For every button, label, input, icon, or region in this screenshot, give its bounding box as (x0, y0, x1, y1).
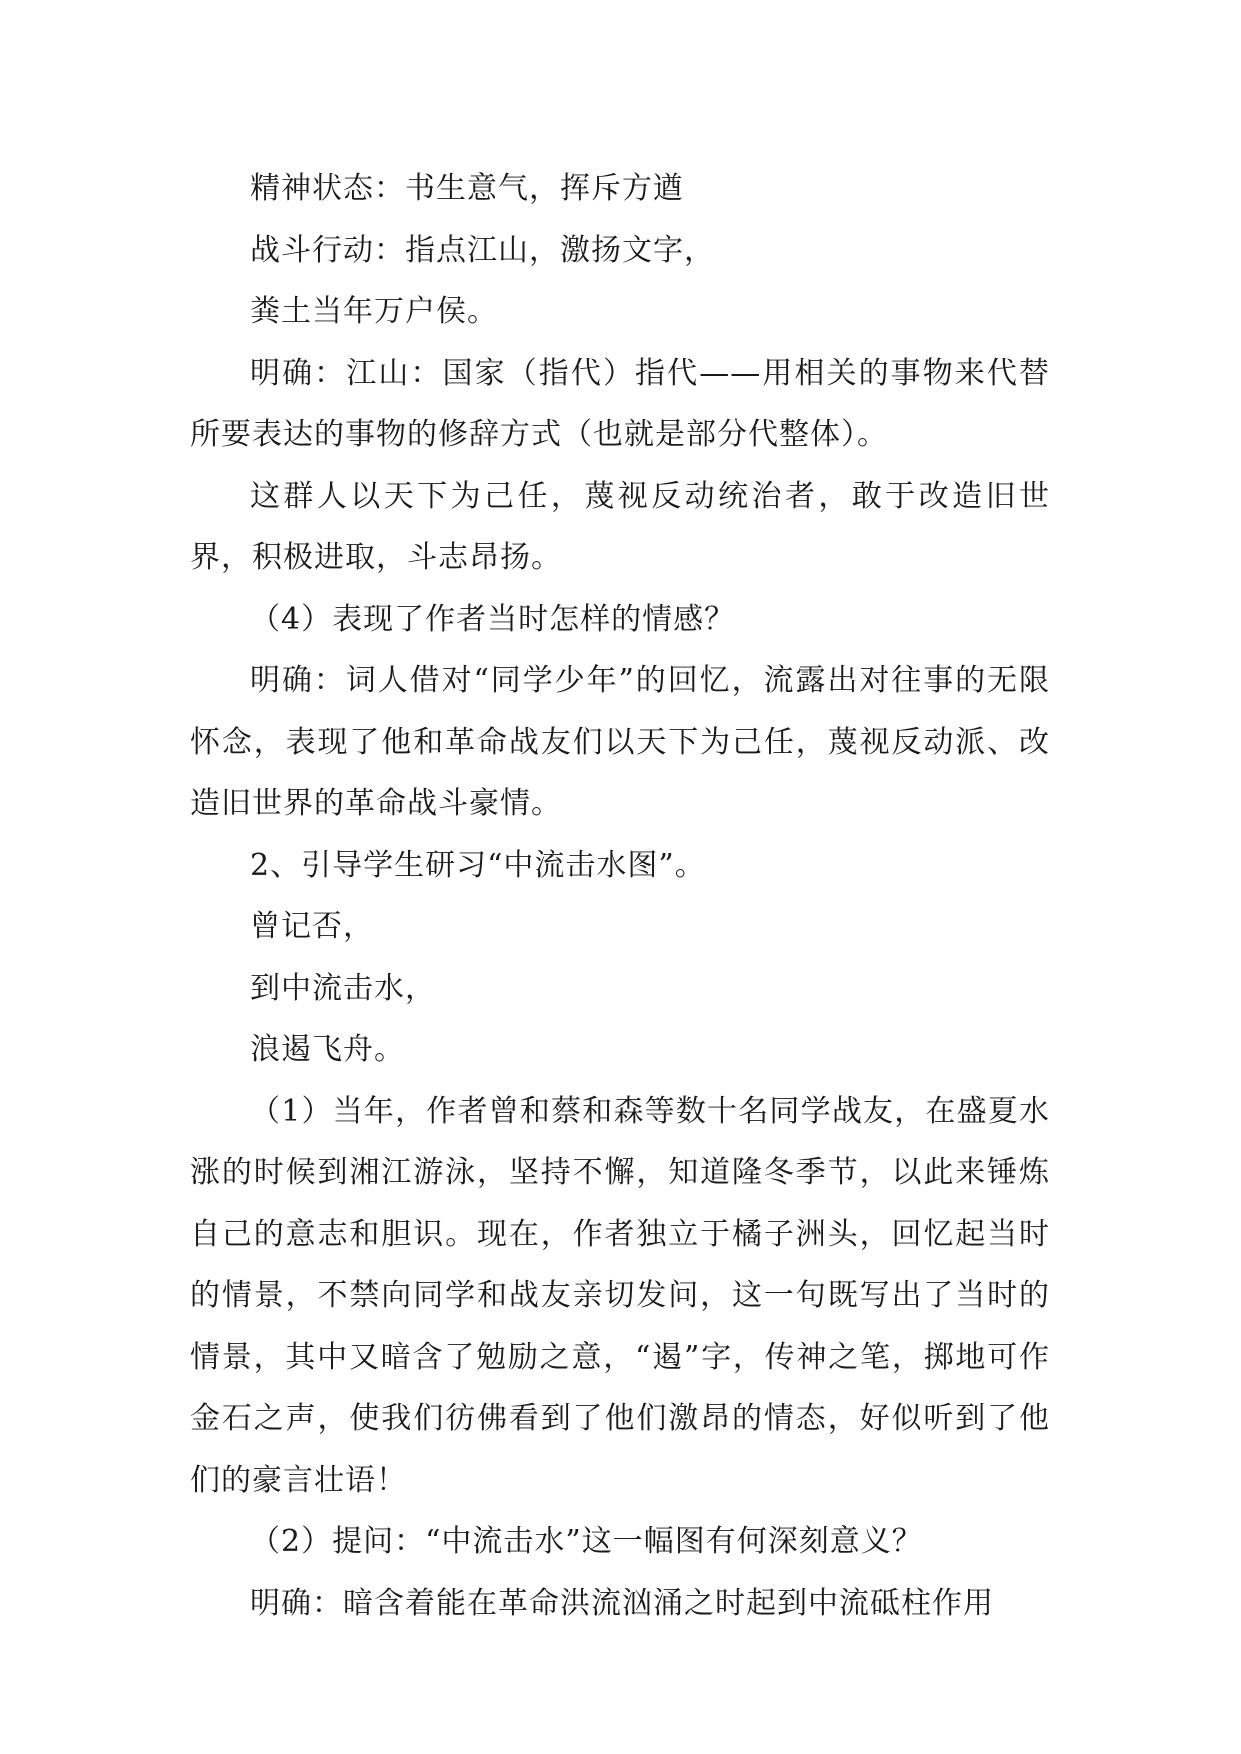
paragraph-explanation-emotion: 明确：词人借对“同学少年”的回忆，流露出对往事的无限怀念，表现了他和革命战友们以天下为己任，蔑视反动派、改造旧世界的革命战斗豪情。 (190, 663, 1050, 821)
paragraph-point-1: （1）当年，作者曾和蔡和森等数十名同学战友，在盛夏水涨的时候到湘江游泳，坚持不懈，知道隆冬季节，以此来锤炼自己的意志和胆识。现在，作者独立于橘子洲头，回忆起当时的情景，不禁向同学和战友亲切发问，这一句既写出了当时的情景，其中又暗含了勉励之意，“遏”字，传神之笔，掷地可作金石之声，使我们彷佛看到了他们激昂的情态，好似听到了他们的豪言壮语！ (190, 1093, 1050, 1498)
paragraph-poem-line: 粪土当年万户侯。 (250, 294, 498, 329)
paragraph-spirit-state: 精神状态：书生意气，挥斥方遒 (250, 171, 684, 206)
paragraph-group-description: 这群人以天下为己任，蔑视反动统治者，敢于改造旧世界，积极进取，斗志昂扬。 (190, 478, 1050, 575)
paragraph-combat-action: 战斗行动：指点江山，激扬文字， (250, 232, 715, 268)
paragraph-question-2: （2）提问：“中流击水”这一幅图有何深刻意义？ (250, 1524, 923, 1559)
paragraph-section-2: 2、引导学生研习“中流击水图”。 (250, 847, 706, 883)
paragraph-poem-line: 曾记否， (250, 909, 374, 944)
document-body (190, 158, 1050, 1634)
paragraph-question-4: （4）表现了作者当时怎样的情感？ (250, 601, 736, 637)
paragraph-poem-line: 浪遏飞舟。 (250, 1032, 405, 1067)
paragraph-poem-line: 到中流击水， (250, 970, 436, 1006)
paragraph-explanation-meaning: 明确：暗含着能在革命洪流汹涌之时起到中流砥柱作用 (250, 1585, 994, 1621)
paragraph-explanation-metonymy: 明确：江山：国家（指代）指代——用相关的事物来代替所要表达的事物的修辞方式（也就是部分代整体）。 (190, 355, 1050, 452)
